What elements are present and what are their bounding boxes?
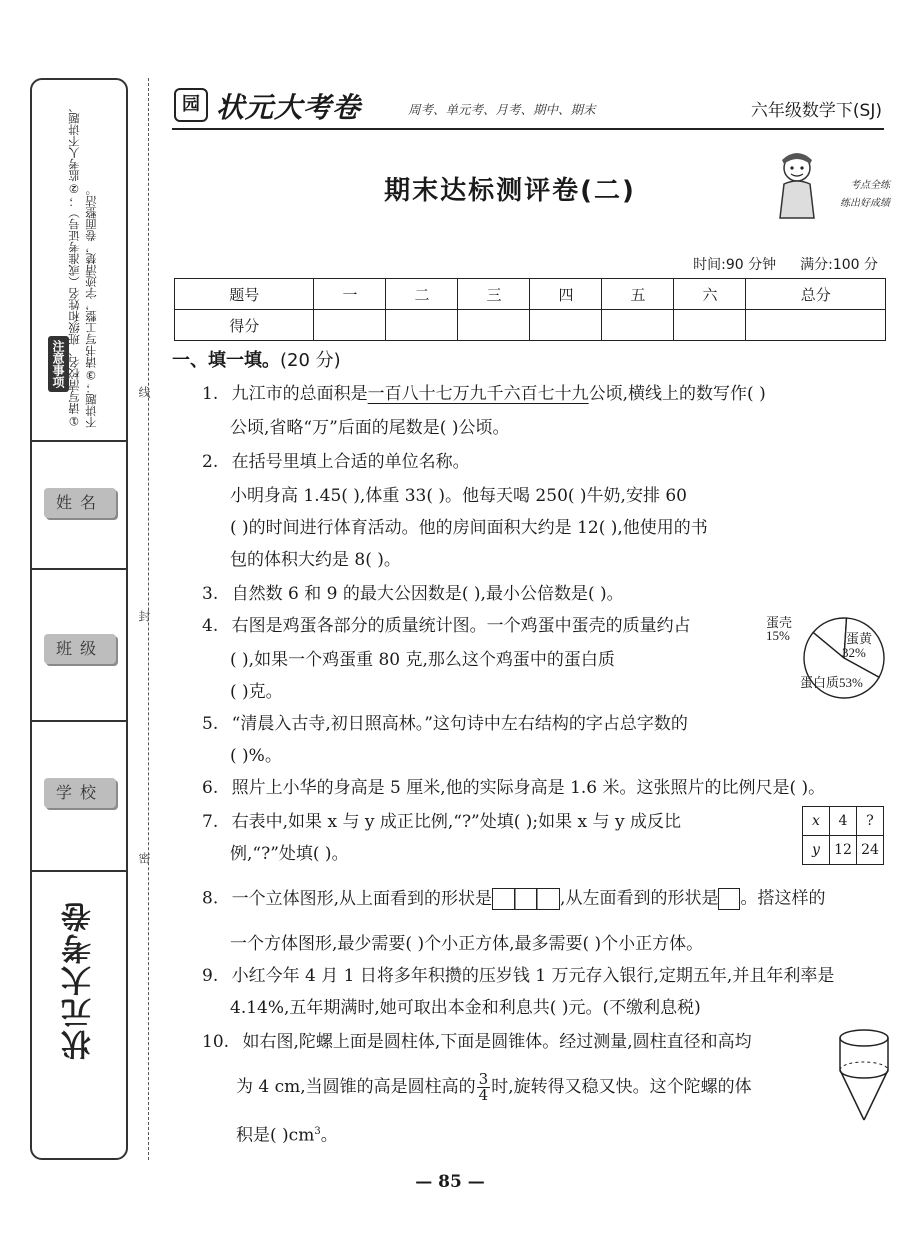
binding-strip — [30, 78, 128, 1160]
strip-divider — [32, 440, 126, 442]
notes-block — [38, 88, 122, 438]
pie-label-shell-name: 蛋壳 — [766, 615, 793, 630]
score-input-cell[interactable] — [674, 310, 746, 341]
pie-label-yolk-value: 32% — [842, 645, 866, 660]
question-number: 9. — [202, 966, 219, 986]
q5-line2: ( )%。 — [230, 746, 282, 766]
q9-line2: 4.14%,五年期满时,她可取出本金和利息共( )元。(不缴利息税) — [230, 998, 701, 1018]
school-label: 学校 — [44, 778, 116, 808]
q5-text: “清晨入古寺,初日照高林。”这句诗中左右结构的字占总字数的 — [231, 714, 688, 734]
pie-label-yolk-name: 蛋黄 — [846, 631, 873, 646]
xy-row-x — [803, 807, 884, 836]
cut-mark-line: 线 — [137, 386, 151, 398]
xy-row-y — [803, 836, 884, 865]
score-cell: 总分 — [746, 279, 886, 310]
question-number: 5. — [202, 714, 219, 734]
score-cell: 二 — [386, 279, 458, 310]
q8-text-post: 。搭这样的 — [740, 888, 826, 909]
cut-mark-close: 密 — [137, 852, 151, 864]
time-limit: 时间:90 分钟 — [693, 257, 777, 273]
question-3 — [202, 584, 624, 604]
class-label: 班级 — [44, 634, 116, 664]
fraction-denominator: 4 — [478, 1086, 489, 1104]
section-heading — [172, 346, 341, 372]
score-cell: 题号 — [175, 279, 314, 310]
q1-text: 九江市的总面积是 — [231, 384, 368, 404]
q1-line2: 公顷,省略“万”后面的尾数是( )公顷。 — [230, 418, 510, 438]
question-number: 2. — [202, 452, 219, 472]
q10-line3 — [236, 1122, 338, 1146]
question-number: 10. — [202, 1032, 230, 1052]
question-number: 8. — [202, 888, 219, 909]
q10-text: 如右图,陀螺上面是圆柱体,下面是圆锥体。经过测量,圆柱直径和高均 — [242, 1032, 752, 1052]
score-cell: 六 — [674, 279, 746, 310]
grade-label: 六年级数学下(SJ) — [750, 101, 882, 121]
score-input-cell[interactable] — [458, 310, 530, 341]
score-input-cell[interactable] — [314, 310, 386, 341]
xy-cell: x — [803, 807, 830, 836]
question-number: 6. — [202, 778, 219, 798]
q2-text: 在括号里填上合适的单位名称。 — [231, 452, 470, 472]
fraction-numerator: 3 — [478, 1070, 489, 1088]
q8-line2: 一个方体图形,最少需要( )个小正方体,最多需要( )个小正方体。 — [230, 934, 704, 954]
score-table-header-row — [175, 279, 886, 310]
q7-line2: 例,“?”处填( )。 — [230, 844, 349, 864]
question-7 — [202, 812, 681, 832]
q10-text-2a: 为 4 cm,当圆锥的高是圆柱高的 — [236, 1077, 476, 1097]
header-rule — [172, 128, 884, 130]
side-logo — [46, 900, 114, 1140]
full-score: 满分:100 分 — [800, 257, 878, 273]
q4-line3: ( )克。 — [230, 682, 283, 702]
left-view-one-square-icon — [718, 888, 740, 910]
score-input-cell[interactable] — [386, 310, 458, 341]
question-5 — [202, 714, 688, 734]
xy-table — [802, 806, 884, 865]
q4-line2: ( ),如果一个鸡蛋重 80 克,那么这个鸡蛋中的蛋白质 — [230, 650, 615, 670]
question-2 — [202, 452, 470, 472]
xy-cell: y — [803, 836, 830, 865]
q8-text: 一个立体图形,从上面看到的形状是 — [231, 888, 493, 909]
q7-text: 右表中,如果 x 与 y 成正比例,“?”处填( );如果 x 与 y 成反比 — [231, 812, 681, 832]
brand-tagline: 周考、单元考、月考、期中、期末 — [408, 102, 596, 117]
exam-meta — [693, 254, 878, 274]
q4-text: 右图是鸡蛋各部分的质量统计图。一个鸡蛋中蛋壳的质量约占 — [231, 616, 691, 636]
mascot-slogan-1: 考点全练 — [850, 180, 890, 191]
q1-text-post: 公顷,横线上的数写作( ) — [588, 384, 766, 404]
fraction-three-quarters — [477, 1072, 491, 1103]
score-input-cell[interactable] — [530, 310, 602, 341]
notes-text: ①请写清校名、班级和姓名（或准考证号）；②监考人不讲题、不讲题；③请书写工整，字迹清楚，卷面整洁。 — [67, 101, 98, 428]
egg-pie-chart — [760, 612, 890, 702]
top-view-three-squares-icon — [492, 888, 560, 910]
pie-label-protein: 蛋白质53% — [800, 675, 863, 690]
q10-text-3a: 积是( )cm — [236, 1125, 315, 1146]
q10-text-3b: 。 — [320, 1125, 338, 1146]
question-6 — [202, 778, 825, 798]
xy-cell: ? — [857, 807, 884, 836]
q9-text: 小红今年 4 月 1 日将多年积攒的压岁钱 1 万元存入银行,定期五年,并且年利率是 — [231, 966, 835, 986]
xy-cell: 4 — [830, 807, 857, 836]
xy-cell: 24 — [857, 836, 884, 865]
question-1 — [202, 384, 766, 404]
question-number: 4. — [202, 616, 219, 636]
strip-divider — [32, 720, 126, 722]
mascot — [772, 146, 890, 230]
q2-line3: ( )的时间进行体育活动。他的房间面积大约是 12( ),他使用的书 — [230, 518, 708, 538]
question-10 — [202, 1032, 752, 1052]
notes-badge: 注意事项 — [48, 336, 69, 392]
score-table-score-row — [175, 310, 886, 341]
question-4 — [202, 616, 691, 636]
name-label: 姓名 — [44, 488, 116, 518]
q1-underlined-number: 一百八十七万九千六百七十九 — [367, 384, 589, 404]
brand-name: 状元大考卷 — [216, 91, 362, 124]
question-number: 3. — [202, 584, 219, 604]
brand-logo-icon: 园 — [174, 88, 208, 122]
strip-divider — [32, 870, 126, 872]
pie-label-shell-value: 15% — [766, 628, 790, 643]
q10-text-2b: 时,旋转得又稳又快。这个陀螺的体 — [491, 1077, 752, 1097]
score-input-cell[interactable] — [746, 310, 886, 341]
question-number: 1. — [202, 384, 219, 404]
page-number: — 85 — — [415, 1172, 485, 1192]
q8-text-mid: ,从左面看到的形状是 — [560, 888, 719, 909]
section-points: (20 分) — [280, 350, 341, 371]
score-cell: 三 — [458, 279, 530, 310]
score-table — [174, 278, 886, 341]
score-input-cell[interactable] — [602, 310, 674, 341]
section-title: 一、填一填。 — [172, 350, 280, 371]
mascot-icon — [772, 146, 822, 226]
page-title: 期末达标测评卷(二) — [384, 176, 636, 206]
score-cell: 四 — [530, 279, 602, 310]
question-number: 7. — [202, 812, 219, 832]
q2-line4: 包的体积大约是 8( )。 — [230, 550, 401, 570]
spinning-top-icon — [836, 1026, 892, 1126]
cubic-superscript: 3 — [314, 1126, 321, 1137]
page-header — [172, 86, 892, 126]
score-cell: 五 — [602, 279, 674, 310]
strip-divider — [32, 568, 126, 570]
score-cell: 一 — [314, 279, 386, 310]
q6-text: 照片上小华的身高是 5 厘米,他的实际身高是 1.6 米。这张照片的比例尺是( )。 — [231, 778, 826, 798]
score-row-label: 得分 — [175, 310, 314, 341]
mascot-slogan-2: 练出好成绩 — [840, 198, 890, 209]
q2-line2: 小明身高 1.45( ),体重 33( )。他每天喝 250( )牛奶,安排 60 — [230, 486, 687, 506]
cut-mark-seal: 封 — [137, 610, 151, 622]
xy-cell: 12 — [830, 836, 857, 865]
question-9 — [202, 966, 834, 986]
q10-line2 — [236, 1072, 752, 1103]
q3-text: 自然数 6 和 9 的最大公因数是( ),最小公倍数是( )。 — [231, 584, 624, 604]
side-logo-text: 状元大考卷 — [62, 900, 97, 1060]
question-8 — [202, 888, 825, 910]
